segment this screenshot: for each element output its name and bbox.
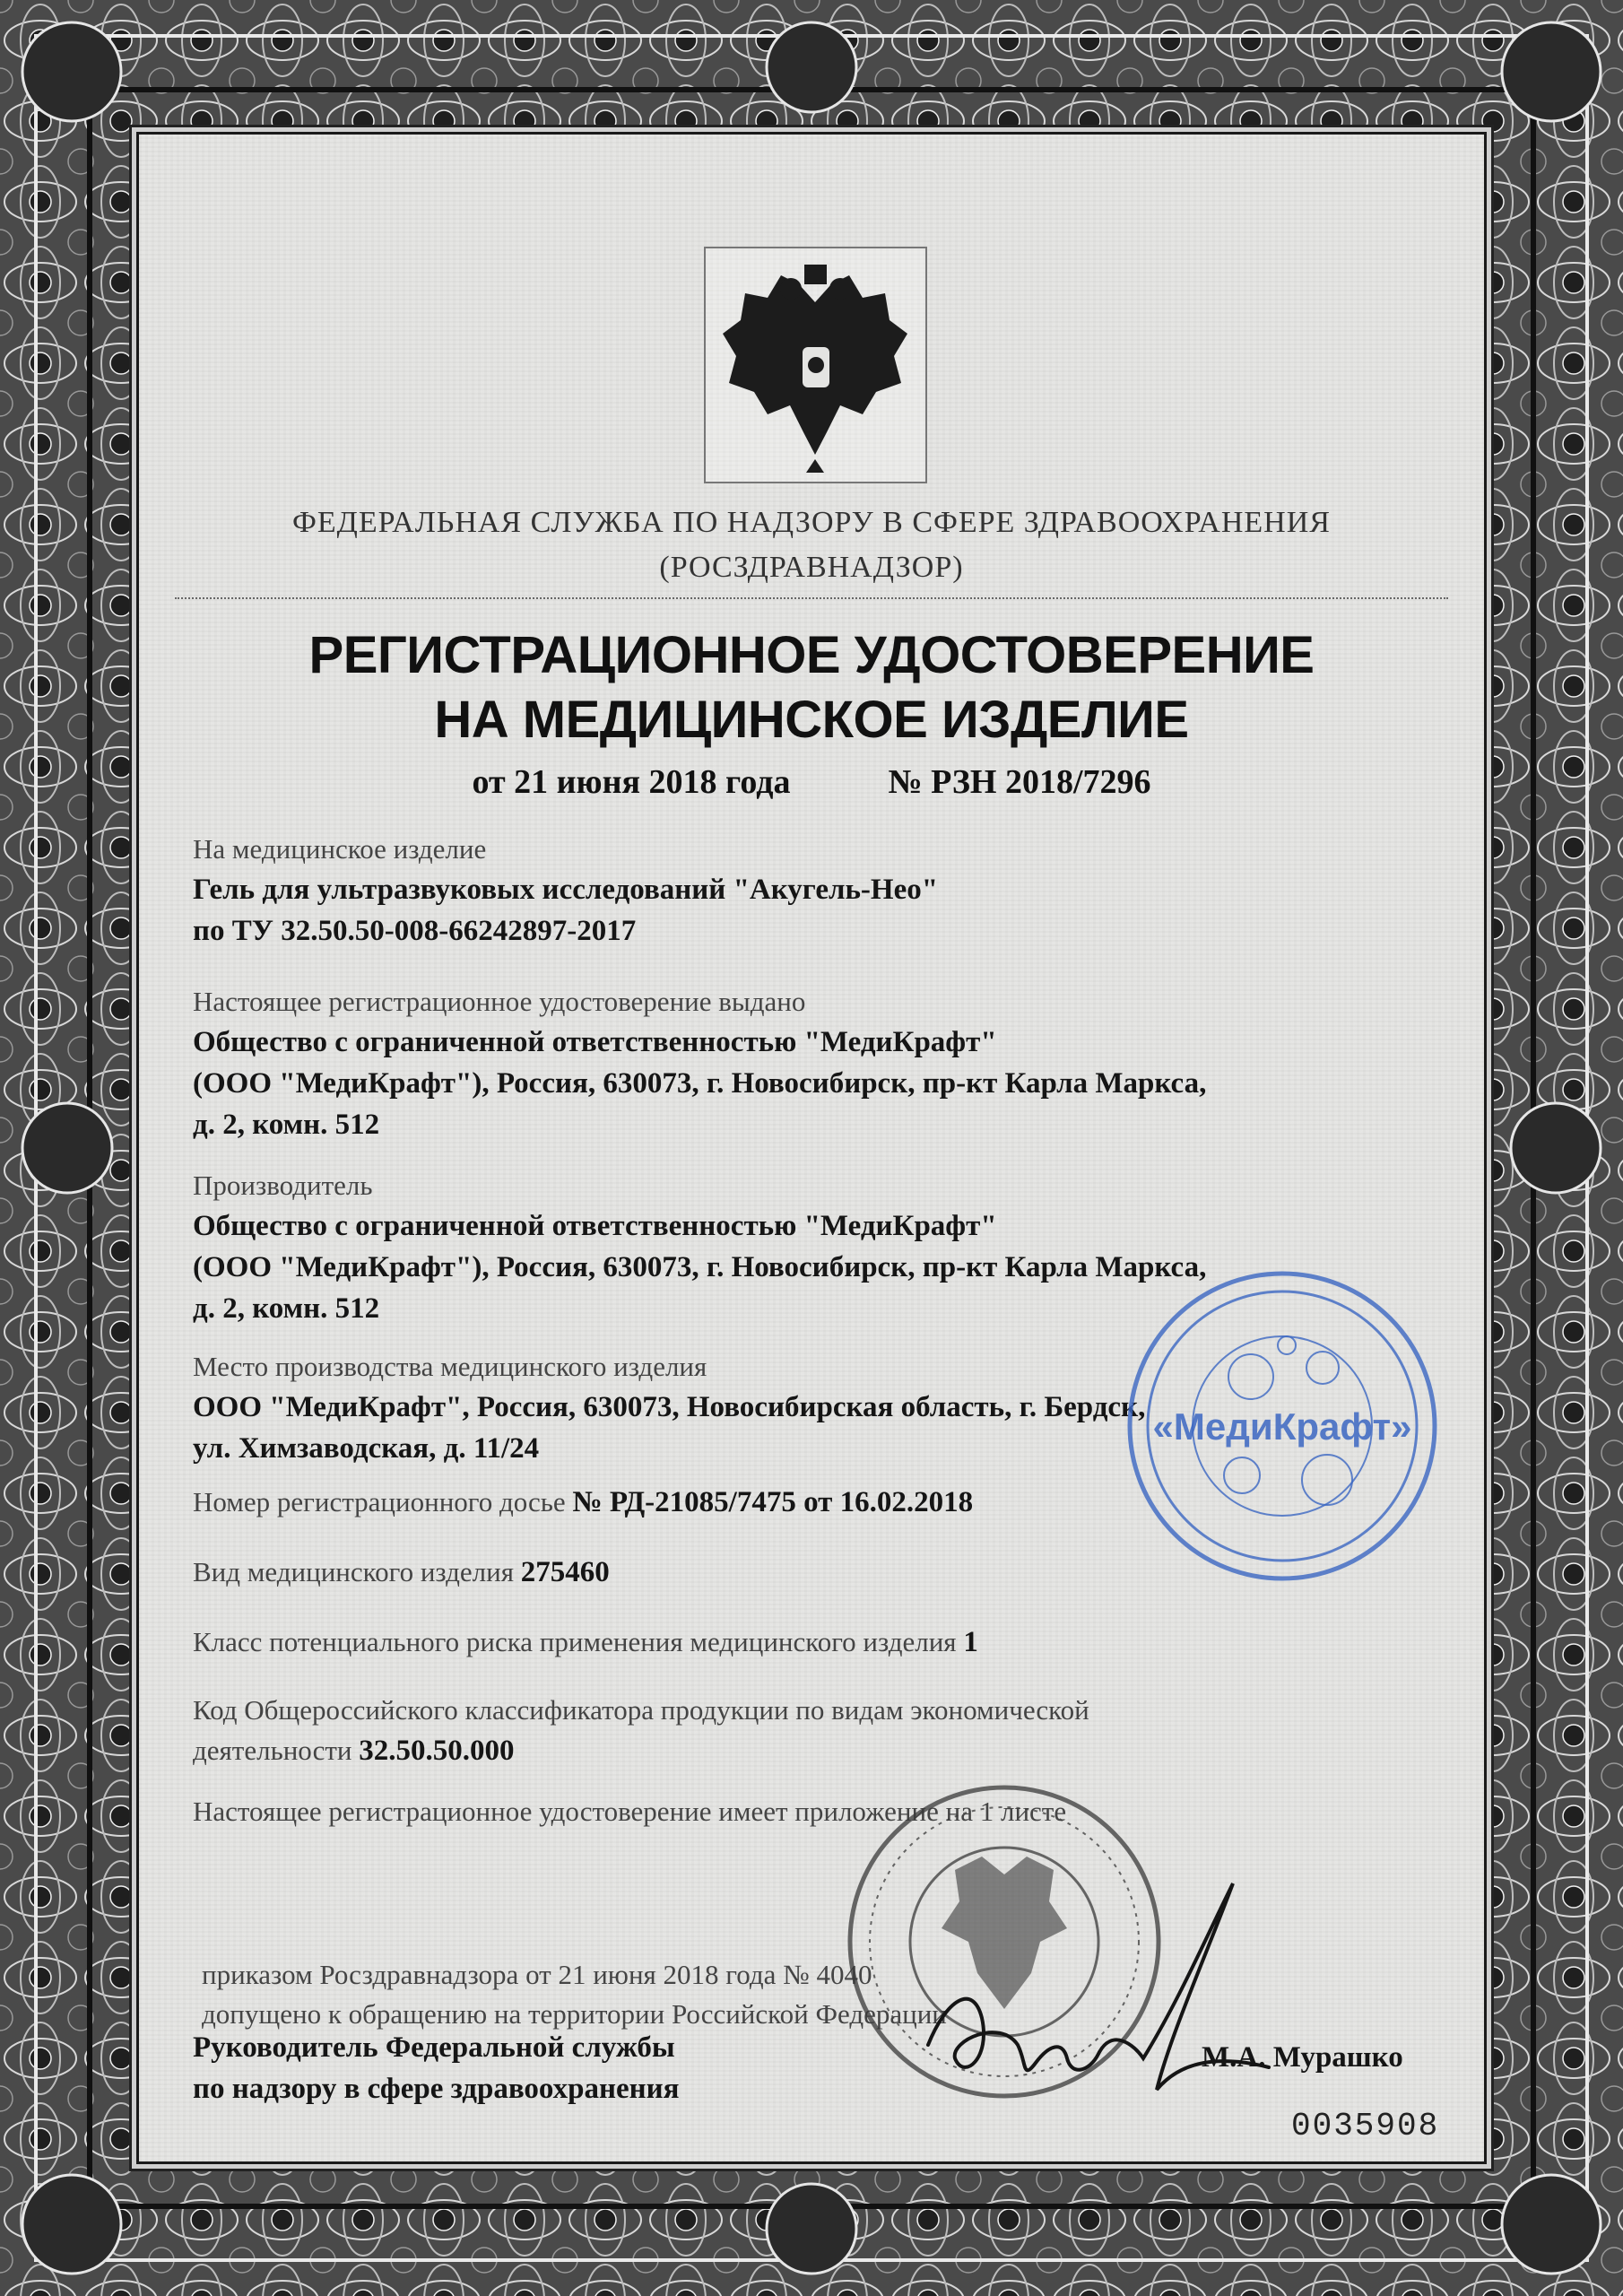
risk-class-row [193,1622,1412,1663]
device-type-value: 275460 [520,1556,610,1588]
order-line-2: допущено к обращению на территории Российской Федерации [202,1998,947,2030]
annex-note-row [193,1792,1412,1831]
device-name: Гель для ультразвуковых исследований "Акугель-Нео" [193,874,939,906]
stamp-company-name: «МедиКрафт» [1152,1405,1412,1448]
serial-number: 0035908 [1291,2108,1440,2144]
signer-name: М.А. Мурашко [1202,2041,1403,2074]
title-line-1: РЕГИСТРАЦИОННОЕ УДОСТОВЕРЕНИЕ [308,626,1315,684]
divider [175,597,1448,599]
issued-to-label: Настоящее регистрационное удостоверение выдано [193,986,806,1017]
agency-abbr: (РОСЗДРАВНАДЗОР) [659,551,964,584]
risk-class-value: 1 [963,1626,978,1658]
agency-heading [139,500,1484,590]
agency-name: ФЕДЕРАЛЬНАЯ СЛУЖБА ПО НАДЗОРУ В СФЕРЕ ЗДРАВООХРАНЕНИЯ [292,506,1331,539]
device-spec: по ТУ 32.50.50-008-66242897-2017 [193,915,637,947]
production-site-label: Место производства медицинского изделия [193,1351,707,1382]
manufacturer-label: Производитель [193,1170,373,1201]
okpd-label-line-2: деятельности [193,1735,360,1766]
issue-date: от 21 июня 2018 года [472,763,791,801]
okpd-label-line-1: Код Общероссийского классификатора продукции по видам экономической [193,1694,1089,1726]
head-title [193,2027,820,2109]
production-site-line-2: ул. Химзаводская, д. 11/24 [193,1432,540,1465]
coat-of-arms-emblem [704,247,927,483]
head-line-1: Руководитель Федеральной службы [193,2031,675,2064]
okpd-row [193,1691,1412,1771]
order-line-1: приказом Росздравнадзора от 21 июня 2018 года № 4040 [202,1959,872,1990]
production-site-line-1: ООО "МедиКрафт", Россия, 630073, Новосибирская область, г. Бердск, [193,1391,1146,1423]
risk-class-label: Класс потенциального риска применения медицинского изделия [193,1626,964,1657]
registration-number: № РЗН 2018/7296 [888,763,1151,801]
signature [910,1866,1287,2135]
manufacturer-line-1: Общество с ограниченной ответственностью "МедиКрафт" [193,1210,997,1242]
issued-to-line-3: д. 2, комн. 512 [193,1109,380,1141]
device-label: На медицинское изделие [193,833,487,865]
okpd-value: 32.50.50.000 [359,1735,515,1767]
dossier-label: Номер регистрационного досье [193,1486,573,1518]
dossier-value: № РД-21085/7475 от 16.02.2018 [572,1486,974,1518]
manufacturer-line-2: (ООО "МедиКрафт"), Россия, 630073, г. Новосибирск, пр-кт Карла Маркса, [193,1251,1207,1283]
manufacturer-line-3: д. 2, комн. 512 [193,1292,380,1325]
head-line-2: по надзору в сфере здравоохранения [193,2073,680,2105]
title-line-2: НА МЕДИЦИНСКОЕ ИЗДЕЛИЕ [434,691,1189,749]
device-section [193,830,1412,952]
issued-to-section [193,982,1412,1145]
issued-to-line-1: Общество с ограниченной ответственностью "МедиКрафт" [193,1026,997,1058]
company-stamp [1116,1260,1448,1592]
document-title [139,623,1484,752]
annex-note: Настоящее регистрационное удостоверение имеет приложение на 1 листе [193,1796,1067,1827]
certificate-paper [139,135,1484,2161]
date-number-line [139,762,1484,802]
issued-to-line-2: (ООО "МедиКрафт"), Россия, 630073, г. Новосибирск, пр-кт Карла Маркса, [193,1067,1207,1100]
device-type-label: Вид медицинского изделия [193,1556,521,1587]
double-headed-eagle-icon [706,248,925,482]
